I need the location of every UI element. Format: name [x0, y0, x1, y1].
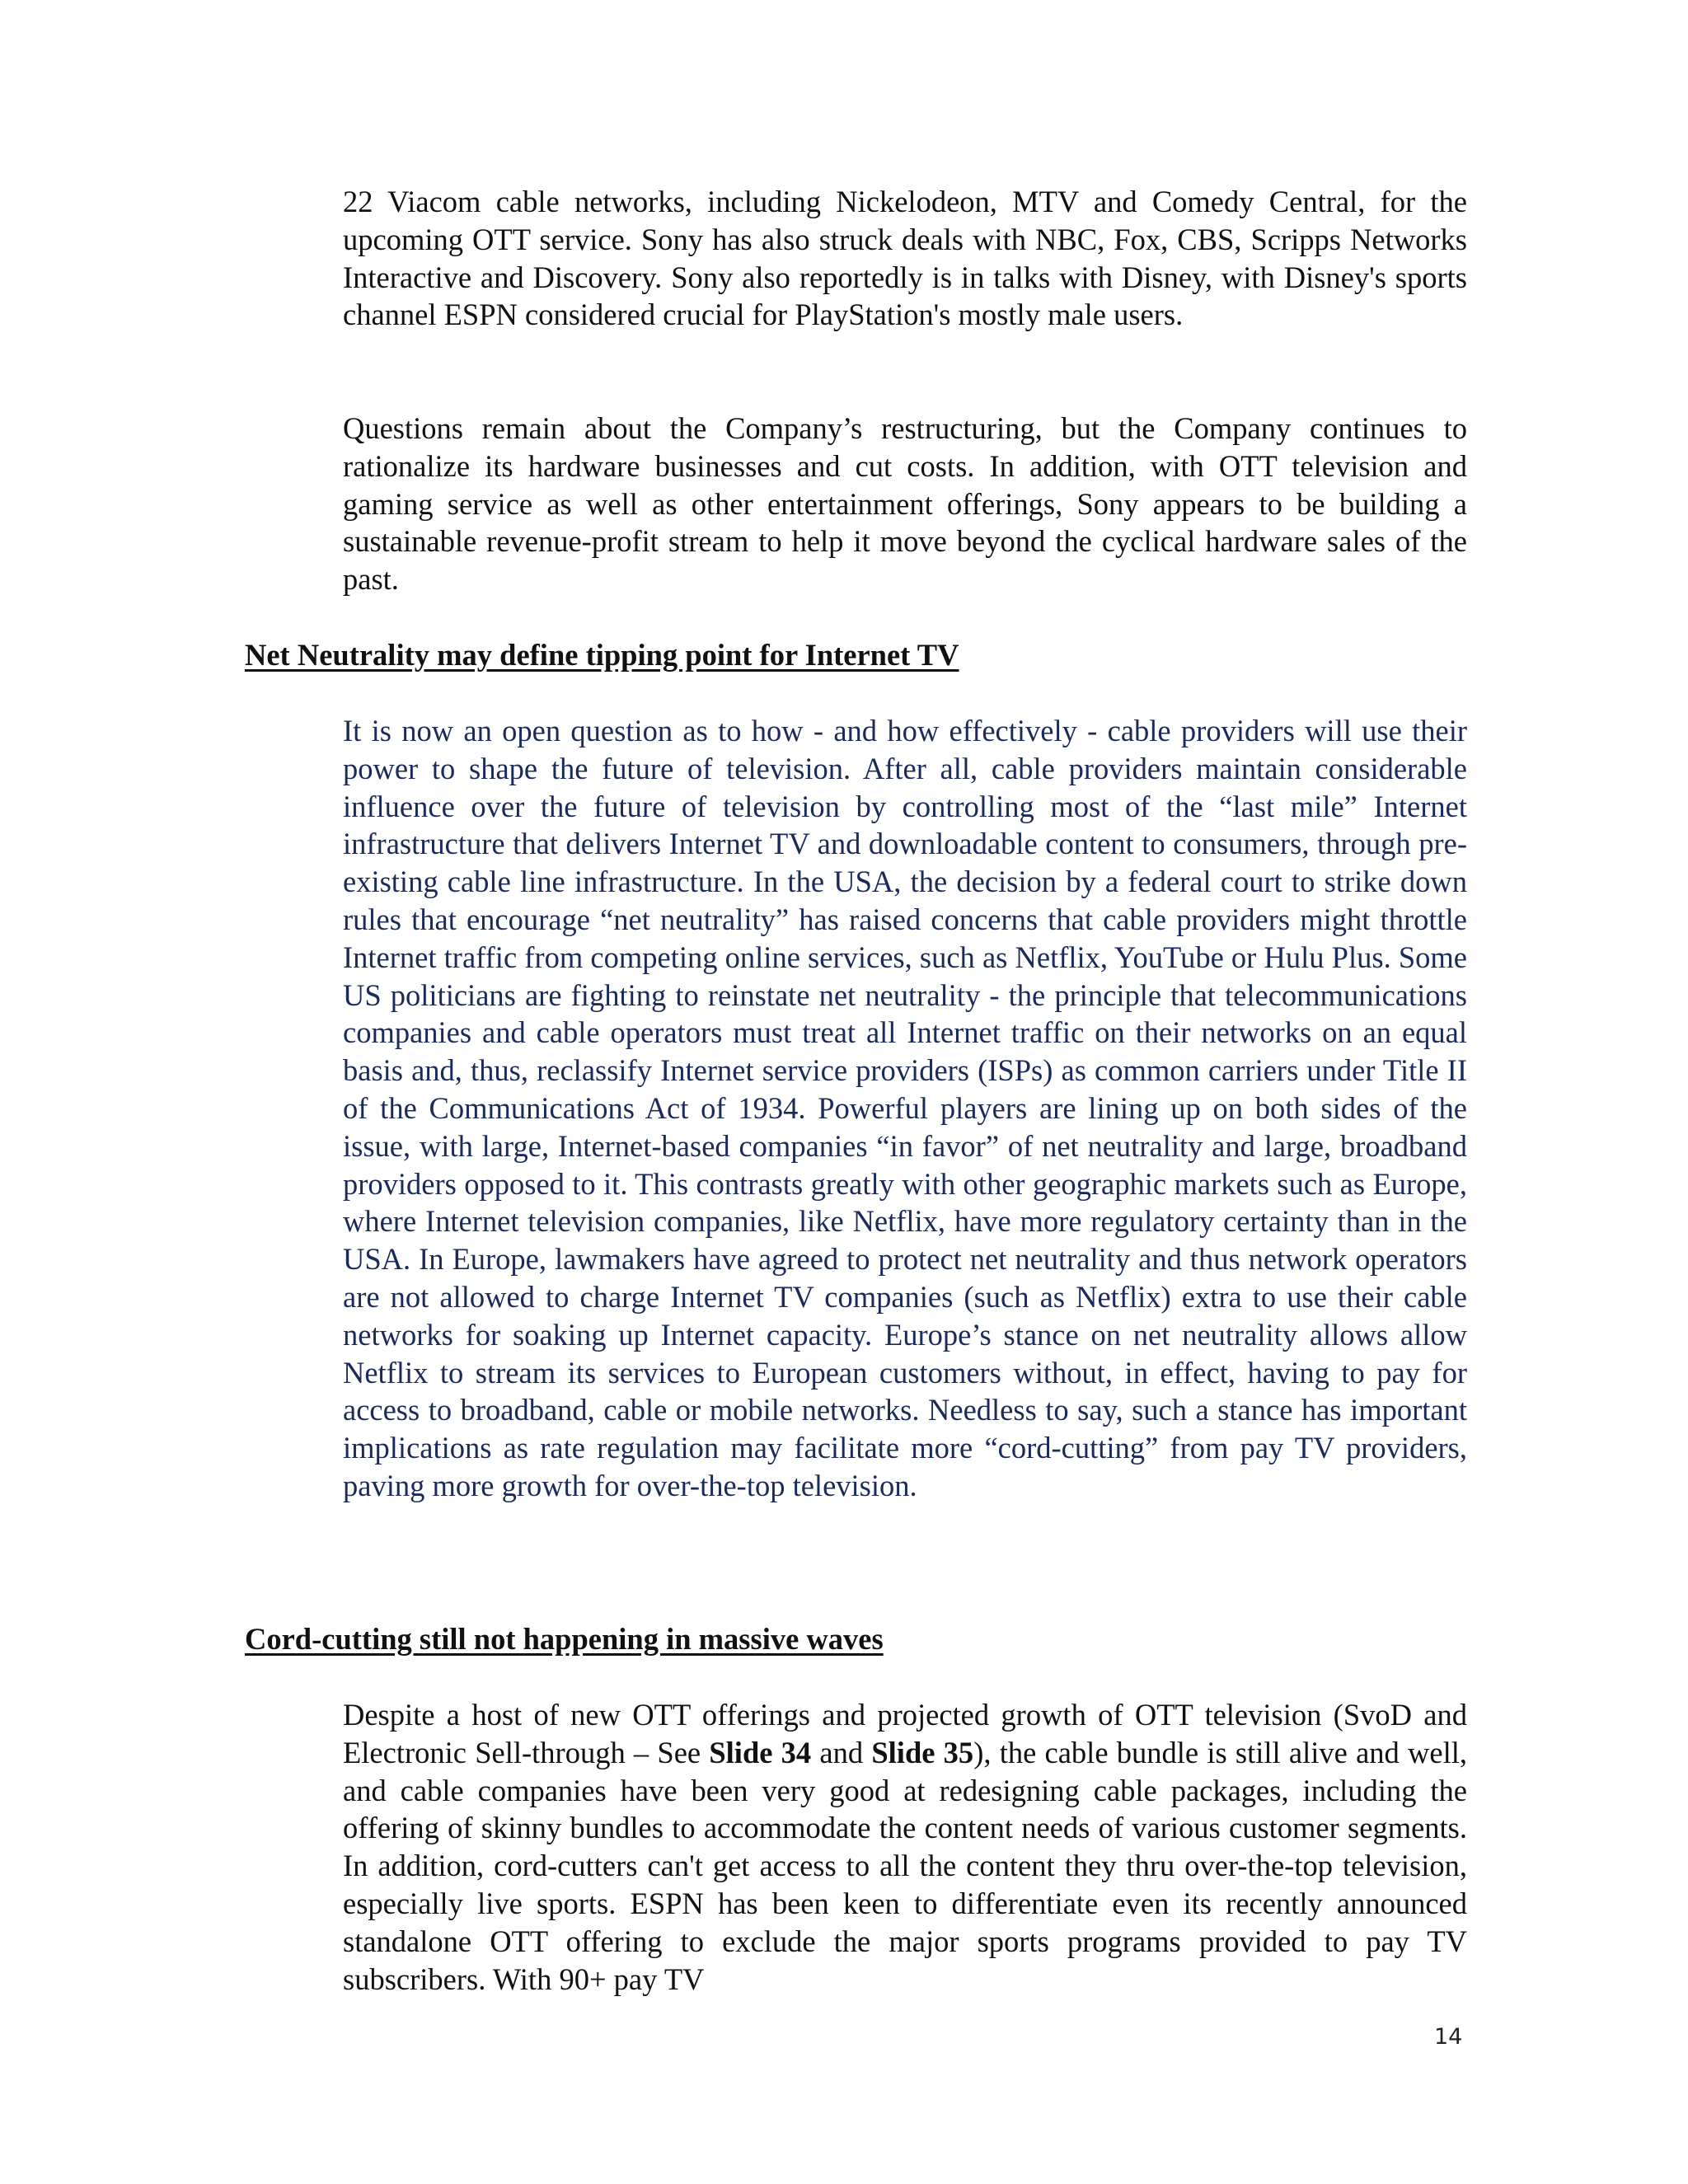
cord-cutting-text-rest: ), the cable bundle is still alive and well, and cable companies have been very good at redesigning cable packages, including the offering of skinny bundles to accommodate the content needs of various customer segments. In addition, cord-cutters can't get access to all the content they thru over-the-top television, especially live sports. ESPN has been keen to differentiate even its recently announced standalone OTT offering to exclude the major sports programs provided to pay TV subscribers. With 90+ pay TV: [343, 1735, 1467, 1996]
slide-34-reference: Slide 34: [709, 1735, 812, 1769]
page-number: 14: [1434, 2024, 1463, 2050]
paragraph-viacom-sony: 22 Viacom cable networks, including Nickelodeon, MTV and Comedy Central, for the upcoming OTT service. Sony has also struck deals with NBC, Fox, CBS, Scripps Networks Interactive and Discovery. Sony also reportedly is in talks with Disney, with Disney's sports channel ESPN considered crucial for PlayStation's mostly male users.: [343, 185, 1467, 332]
cord-cutting-text-and: and: [811, 1735, 872, 1769]
paragraph-net-neutrality: It is now an open question as to how - and how effectively - cable providers will use their power to shape the future of television. After all, cable providers maintain considerable influence over the future of television by controlling most of the “last mile” Internet infrastructure that delivers Internet TV and downloadable content to consumers, through pre-existing cable line infrastructure. In the USA, the decision by a federal court to strike down rules that encourage “net neutrality” has raised concerns that cable providers might throttle Internet traffic from competing online services, such as Netflix, YouTube or Hulu Plus. Some US politicians are fighting to reinstate net neutrality - the principle that telecommunications companies and cable operators must treat all Internet traffic on their networks on an equal basis and, thus, reclassify Internet service providers (ISPs) as common carriers under Title II of the Communications Act of 1934. Powerful players are lining up on both sides of the issue, with large, Internet-based companies “in favor” of net neutrality and large, broadband providers opposed to it. This contrasts greatly with other geographic markets such as Europe, where Internet television companies, like Netflix, have more regulatory certainty than in the USA. In Europe, lawmakers have agreed to protect net neutrality and thus network operators are not allowed to charge Internet TV companies (such as Netflix) extra to use their cable networks for soaking up Internet capacity. Europe’s stance on net neutrality allows allow Netflix to stream its services to European customers without, in effect, having to pay for access to broadband, cable or mobile networks. Needless to say, such a stance has important implications as rate regulation may facilitate more “cord-cutting” from pay TV providers, paving more growth for over-the-top television.: [343, 714, 1467, 1502]
slide-35-reference: Slide 35: [871, 1735, 974, 1769]
paragraph-restructuring: Questions remain about the Company’s restructuring, but the Company continues to rationalize its hardware businesses and cut costs. In addition, with OTT television and gaming service as well as other entertainment offerings, Sony appears to be building a sustainable revenue-profit stream to help it move beyond the cyclical hardware sales of the past.: [343, 411, 1467, 597]
heading-cord-cutting: Cord-cutting still not happening in massive waves: [245, 1622, 884, 1656]
heading-net-neutrality: Net Neutrality may define tipping point for Internet TV: [245, 638, 959, 672]
paragraph-cord-cutting: [343, 1696, 1467, 1998]
cord-cutting-text-start: Despite a host of new OTT offerings and projected growth of OTT television (SvoD and Electronic Sell-through – See: [343, 1698, 1467, 1769]
